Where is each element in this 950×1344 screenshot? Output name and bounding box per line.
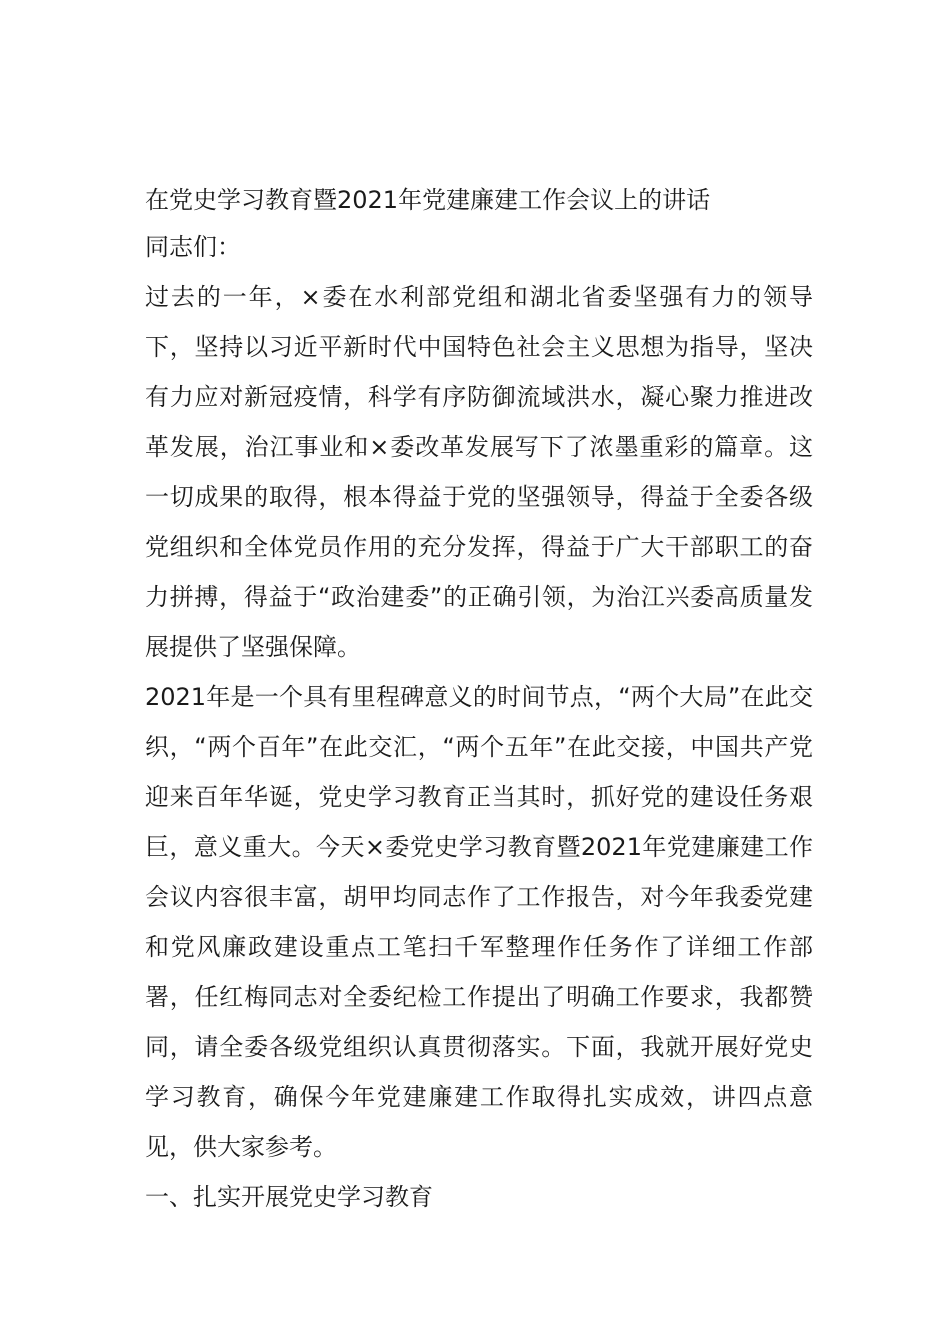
salutation: 同志们： [145, 233, 241, 261]
paragraph-1: 过去的一年，×委在水利部党组和湖北省委坚强有力的领导下，坚持以习近平新时代中国特色社会主义思想为指导，坚决有力应对新冠疫情，科学有序防御流域洪水，凝心聚力推进改革发展，治江事业和×委改革发展写下了浓墨重彩的篇章。这一切成果的取得，根本得益于党的坚强领导，得益于全委各级党组织和全体党员作用的充分发挥，得益于广大干部职工的奋力拼搏，得益于“政治建委”的正确引领，为治江兴委高质量发展提供了坚强保障。 [145, 283, 813, 661]
section-heading-1: 一、扎实开展党史学习教育 [145, 1183, 433, 1211]
document-body [145, 178, 813, 1222]
document-title: 在党史学习教育暨2021年党建廉建工作会议上的讲话 [145, 186, 711, 214]
paragraph-2: 2021年是一个具有里程碑意义的时间节点，“两个大局”在此交织，“两个百年”在此交汇，“两个五年”在此交接，中国共产党迎来百年华诞，党史学习教育正当其时，抓好党的建设任务艰巨，意义重大。今天×委党史学习教育暨2021年党建廉建工作会议内容很丰富，胡甲均同志作了工作报告，对今年我委党建和党风廉政建设重点工笔扫千军整理作任务作了详细工作部署，任红梅同志对全委纪检工作提出了明确工作要求，我都赞同，请全委各级党组织认真贯彻落实。下面，我就开展好党史学习教育，确保今年党建廉建工作取得扎实成效，讲四点意见，供大家参考。 [145, 683, 813, 1161]
